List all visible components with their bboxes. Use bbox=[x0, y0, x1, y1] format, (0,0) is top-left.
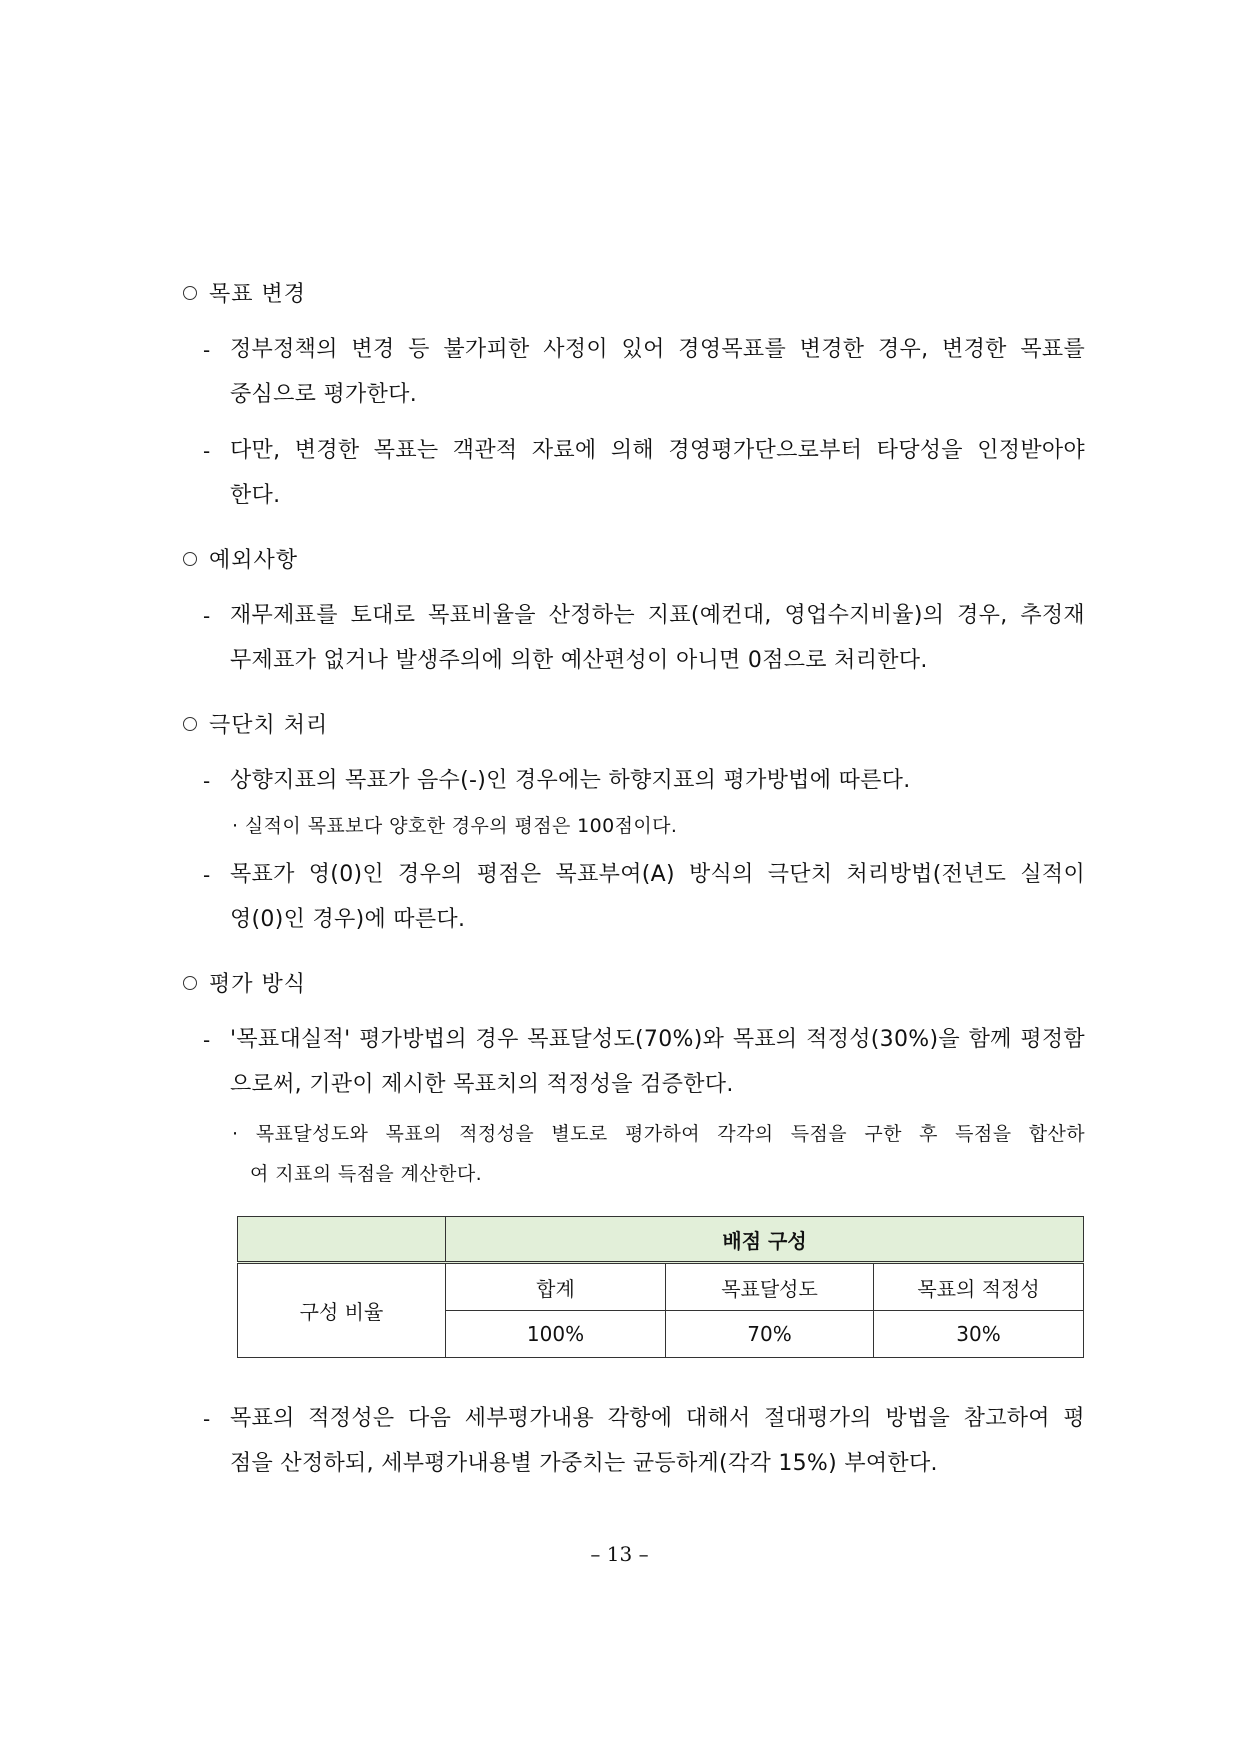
paragraph-line: 중심으로 평가한다. bbox=[230, 382, 418, 407]
paragraph-line: 무제표가 없거나 발생주의에 의한 예산편성이 아니면 0점으로 처리한다. bbox=[230, 648, 928, 673]
dash-bullet: - bbox=[203, 604, 211, 628]
sub-bullet-line: 여 지표의 득점을 계산한다. bbox=[250, 1163, 483, 1185]
paragraph-line: '목표대실적' 평가방법의 경우 목표달성도(70%)와 목표의 적정성(30%)을 함께 평정함 bbox=[230, 1027, 1085, 1052]
table-column-header: 합계 bbox=[446, 1263, 666, 1311]
table-column-header: 목표달성도 bbox=[666, 1263, 874, 1311]
dash-bullet: - bbox=[203, 863, 211, 887]
page-number: – 13 – bbox=[590, 1542, 649, 1566]
paragraph-line: 다만, 변경한 목표는 객관적 자료에 의해 경영평가단으로부터 타당성을 인정받아야 bbox=[230, 438, 1085, 463]
sub-bullet-line bbox=[232, 1119, 1085, 1149]
table-cell: 30% bbox=[874, 1311, 1084, 1358]
paragraph-line: 영(0)인 경우)에 따른다. bbox=[230, 907, 466, 932]
paragraph-line: 목표가 영(0)인 경우의 평점은 목표부여(A) 방식의 극단치 처리방법(전년도 실적이 bbox=[230, 862, 1085, 887]
table-header-empty-cell bbox=[238, 1217, 446, 1263]
heading-text: 예외사항 bbox=[209, 548, 299, 573]
paragraph-line: 정부정책의 변경 등 불가피한 사정이 있어 경영목표를 변경한 경우, 변경한 목표를 bbox=[230, 337, 1085, 362]
section-heading-goal-change bbox=[183, 280, 306, 310]
dash-bullet: - bbox=[203, 338, 211, 362]
paragraph-line: 상향지표의 목표가 음수(-)인 경우에는 하향지표의 평가방법에 따른다. bbox=[230, 768, 911, 793]
score-composition-table bbox=[237, 1216, 1084, 1358]
sub-bullet-line bbox=[232, 811, 677, 841]
heading-text: 목표 변경 bbox=[209, 282, 307, 307]
circle-bullet-icon bbox=[183, 552, 197, 566]
section-heading-eval-method bbox=[183, 970, 306, 1000]
sub-bullet-text: 실적이 목표보다 양호한 경우의 평점은 100점이다. bbox=[244, 815, 678, 837]
sub-bullet-text: 목표달성도와 목표의 적정성을 별도로 평가하여 각각의 득점을 구한 후 득점을 합산하 bbox=[255, 1123, 1085, 1145]
section-heading-exceptions bbox=[183, 546, 298, 576]
dash-bullet: - bbox=[203, 1407, 211, 1431]
dash-bullet: - bbox=[203, 769, 211, 793]
dot-bullet: · bbox=[232, 1123, 239, 1145]
circle-bullet-icon bbox=[183, 976, 197, 990]
table-header-row bbox=[238, 1217, 1084, 1263]
table-header-cell: 배점 구성 bbox=[446, 1217, 1084, 1263]
heading-text: 극단치 처리 bbox=[209, 713, 329, 738]
dot-bullet: · bbox=[232, 815, 239, 837]
table-row-label: 구성 비율 bbox=[238, 1263, 446, 1358]
section-heading-outliers bbox=[183, 711, 328, 741]
paragraph-line: 목표의 적정성은 다음 세부평가내용 각항에 대해서 절대평가의 방법을 참고하여 평 bbox=[230, 1406, 1085, 1431]
heading-text: 평가 방식 bbox=[209, 972, 307, 997]
table-cell: 100% bbox=[446, 1311, 666, 1358]
table-row bbox=[238, 1263, 1084, 1311]
dash-bullet: - bbox=[203, 1028, 211, 1052]
table-cell: 70% bbox=[666, 1311, 874, 1358]
circle-bullet-icon bbox=[183, 717, 197, 731]
paragraph-line: 재무제표를 토대로 목표비율을 산정하는 지표(예컨대, 영업수지비율)의 경우, 추정재 bbox=[230, 603, 1085, 628]
table-column-header: 목표의 적정성 bbox=[874, 1263, 1084, 1311]
paragraph-line: 점을 산정하되, 세부평가내용별 가중치는 균등하게(각각 15%) 부여한다. bbox=[230, 1451, 938, 1476]
paragraph-line: 으로써, 기관이 제시한 목표치의 적정성을 검증한다. bbox=[230, 1072, 734, 1097]
dash-bullet: - bbox=[203, 439, 211, 463]
circle-bullet-icon bbox=[183, 286, 197, 300]
paragraph-line: 한다. bbox=[230, 483, 281, 508]
